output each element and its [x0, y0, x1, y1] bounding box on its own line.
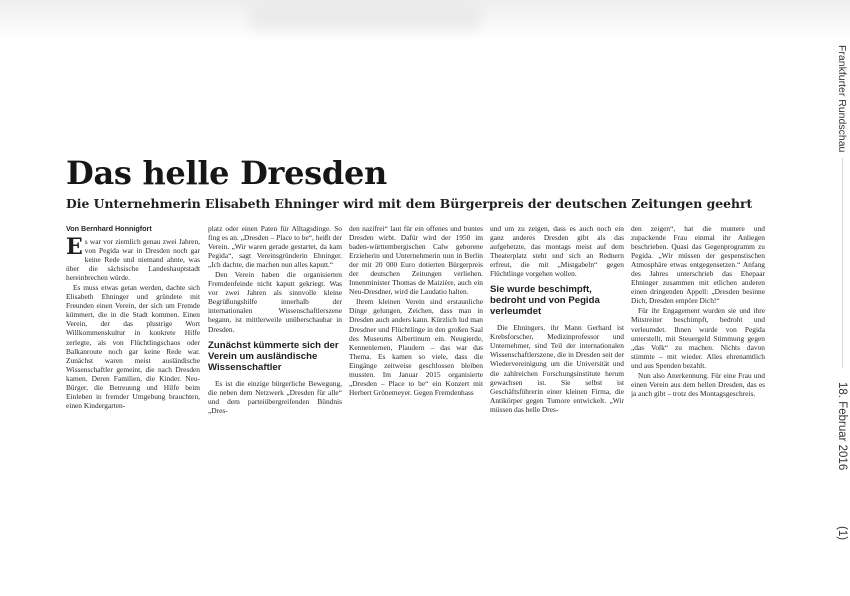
- drop-cap: E: [66, 234, 83, 260]
- article-column-5: [631, 224, 765, 484]
- scan-smudge: [250, 4, 480, 30]
- article-column-2: [208, 224, 342, 484]
- intertitle: Sie wurde beschimpft, bedroht und von Pegida verleumdet: [490, 284, 600, 318]
- page-number: (1): [836, 526, 848, 541]
- paragraph: platz oder einen Paten für Alltagsdinge. So fing es an. „Dresden – Place to be“, heißt der Verein. „Wir waren gerade gestartet, da kam Pegida“, sagt Vereinsgründerin Ehninger. „Ich dachte, die machen nun alles kaputt.“: [208, 224, 342, 270]
- paragraph: den nazifrei“ laut für ein offenes und buntes Dresden wirbt. Dafür wird der 1950 im baden-württembergischen Calw geborene Erzieherin und Unternehmerin nun in Berlin der mit 20 000 Euro dotierten Bürgerpreis der deutschen Zeitungen verliehen. Innenminister Thomas de Maizière, auch ein Neu-Dresdner, wird die Laudatio halten.: [349, 224, 483, 297]
- article-column-4: [490, 224, 624, 484]
- paragraph: Nun also Anerkennung. Für eine Frau und einen Verein aus dem hellen Dresden, das es ja auch gibt – trotz des Montagsgeschreis.: [631, 370, 765, 398]
- intertitle: Zunächst kümmerte sich der Verein um ausländische Wissenschaftler: [208, 339, 339, 373]
- article-subheadline: Die Unternehmerin Elisabeth Ehninger wird mit dem Bürgerpreis der deutschen Zeitungen geehrt: [66, 196, 753, 211]
- publication-name: Frankfurter Rundschau: [836, 45, 848, 153]
- paragraph: den zeigen“, hat die muntere und zupackende Frau einmal ihr Anliegen beschrieben. Quasi das Gegenprogramm zu Pegida. „Wir müssen der gespenstischen Atmosphäre etwas entgegensetzen.“ Anfang des Jahres unterschrieb das Ehepaar Ehninger zusammen mit etlichen anderen einen dringenden Appell: „Dresden besinne Dich, Dresden empöre Dich!“: [631, 224, 765, 306]
- paragraph: Es muss etwas getan werden, dachte sich Elisabeth Ehninger und gründete mit Freunden einen Verein, der sich um Fremde kümmert, die in die Stadt kommen. Einen Verein, der das plustrige Wort Willkommenskultur in konkrete Hilfe zerlegte, als von Flüchtlingschaos oder Balkanroute noch gar keine Rede war. Zunächst waren meist ausländische Wissenschaftler gemeint, die nach Dresden kamen. Deren Familien, die Kinder. Neu-Bürger, die Betreuung und Hilfe beim Einleben in fremder Umgebung brauchten, einen Kindergarten-: [66, 283, 200, 410]
- paragraph: Ihrem kleinen Verein sind erstaunliche Dinge gelungen, Zeichen, dass man in Dresden auch anders kann. Kürzlich lud man Dresdner und Flüchtlinge in den großen Saal des Museums Albertinum ein. Neugierde, Kennenlernen, Plaudern – das war das Thema. Es kamen so viele, dass die Eingänge zeitweise geschlossen bleiben mussten. Im Januar 2015 organisierte „Dresden – Place to be“ ein Konzert mit Herbert Grönemeyer. Gegen Fremdenhass: [349, 297, 483, 397]
- paragraph: Die Ehningers, ihr Mann Gerhard ist Krebsforscher, Medizinprofessor und Unternehmer, sind Teil der internationalen Wissenschaftlerszene, die in Dresden seit der Wiedervereinigung um die Universität und die zahlreichen Forschungsinstitute herum gewachsen ist. Sie selbst ist Geschäftsführerin einer kleinen Firma, die Antikörper gegen Tumore entwickelt. „Wir müssen das helle Dres-: [490, 323, 624, 414]
- publication-date: 18. Februar 2016: [836, 382, 848, 471]
- article-byline: Von Bernhard Honnigfort: [66, 224, 152, 233]
- paragraph: Den Verein haben die organisierten Fremdenfeinde nicht kaputt gekriegt. Was vor zwei Jahren als sinnvolle kleine Begrüßungshilfe innerhalb der internationalen Wissenschaftlerszene begann, ist mittlerweile unüberschaubar in Dresden.: [208, 270, 342, 334]
- paragraph: und um zu zeigen, dass es auch noch ein ganz anderes Dresden gibt als das aufgehetzte, das montags meist auf dem Theaterplatz steht und sich an Rednern erfreut, die mit „Mistgabeln“ gegen Flüchtlinge vorgehen wollen.: [490, 224, 624, 279]
- paragraph: Für ihr Engagement wurden sie und ihre Mitstreiter beschimpft, bedroht und verleumdet. Ihnen wurde von Pegida unterstellt, mit Steuergeld Stimmung gegen „das Volk“ zu machen. Nichts davon stimmte – mit wieder. Alles ehrenamtlich und aus Spenden bezahlt.: [631, 306, 765, 370]
- article-column-1: [66, 224, 200, 484]
- paragraph: Es ist die einzige bürgerliche Bewegung, die neben dem Netzwerk „Dresden für alle“ und dem parteiübergreifenden Bündnis „Dres-: [208, 378, 342, 415]
- margin-divider: [842, 158, 843, 368]
- paragraph: Es war vor ziemlich genau zwei Jahren, von Pegida war in Dresden noch gar keine Rede und niemand ahnte, was über die sächsische Landeshauptstadt hereinbrechen würde.: [66, 234, 200, 283]
- article-headline: Das helle Dresden: [66, 154, 387, 192]
- article-column-3: [349, 224, 483, 484]
